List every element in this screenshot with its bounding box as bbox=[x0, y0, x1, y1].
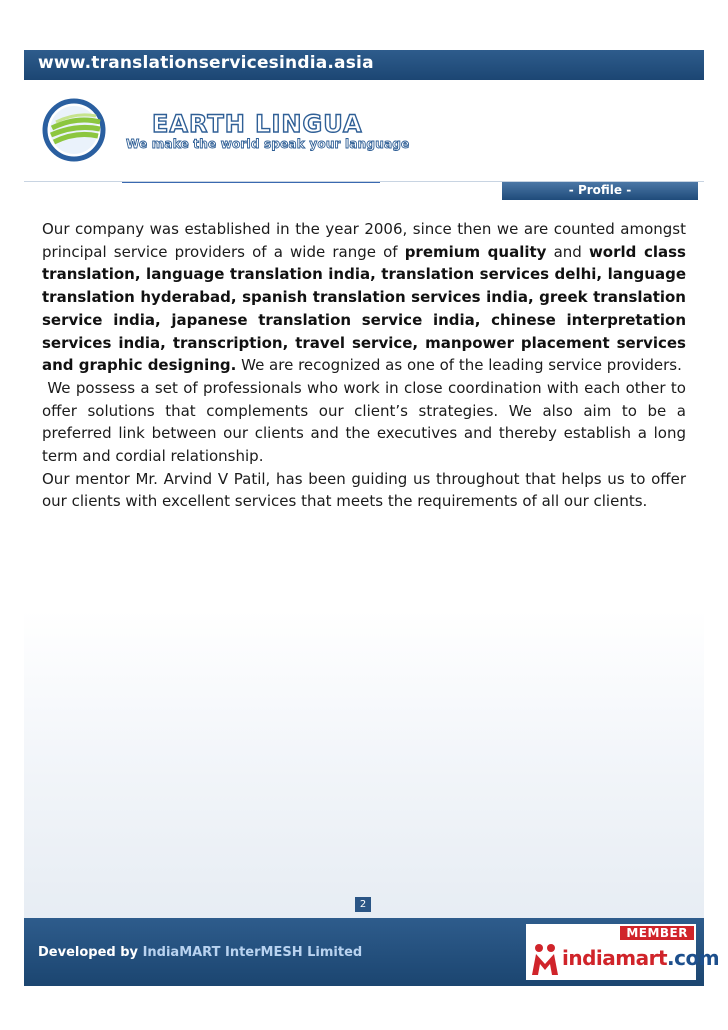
p1-bold-quality: premium quality bbox=[404, 242, 547, 261]
developed-by-label: Developed by bbox=[38, 945, 139, 960]
p1-bold-services: world class translation, language translation india, translation services delhi, language translation hyderabad, spanish translation services india, greek translation service india, japanese translation service india, chinese interpretation services india, transcription, travel service, manpower placement services and graphic designing. bbox=[42, 242, 686, 375]
p3-text: Our mentor Mr. Arvind V Patil, has been guiding us throughout that helps us to offer our clients with excellent services that meets the requirements of all our clients. bbox=[42, 469, 686, 511]
p2-text: We possess a set of professionals who work in close coordination with each other to offer solutions that complements our client’s strategies. We also aim to be a preferred link between our clients and the executives and thereby establish a long term and cordial relationship. bbox=[42, 378, 686, 466]
p1-text-d: We are recognized as one of the leading service providers. bbox=[236, 356, 682, 375]
globe-logo-icon bbox=[42, 98, 106, 162]
section-label: - Profile - bbox=[568, 183, 632, 197]
header-bar bbox=[24, 50, 704, 80]
paragraph-3 bbox=[42, 468, 686, 513]
site-url[interactable]: www.translationservicesindia.asia bbox=[38, 53, 374, 73]
p1-text-c: and bbox=[546, 242, 589, 261]
indiamart-member-badge[interactable] bbox=[526, 924, 720, 980]
page-number: 2 bbox=[355, 897, 371, 912]
paragraph-1 bbox=[42, 218, 686, 377]
indiamart-logo-icon bbox=[530, 942, 560, 976]
profile-text bbox=[42, 218, 686, 513]
indiamart-wordmark bbox=[562, 946, 719, 970]
p1-text-a: Our company was established in the year 2006, since then we are counted amongst principal service providers of a wide range of bbox=[42, 220, 686, 261]
developer-credit bbox=[38, 945, 362, 960]
member-label: MEMBER bbox=[620, 926, 694, 940]
brand-name: EARTH LINGUA bbox=[152, 110, 363, 138]
paragraph-2 bbox=[42, 377, 686, 468]
brand-tagline: We make the world speak your language bbox=[126, 137, 410, 151]
indiamart-name: indiamart bbox=[562, 946, 668, 970]
developer-company-link[interactable]: IndiaMART InterMESH Limited bbox=[142, 945, 363, 960]
section-tab bbox=[502, 182, 698, 200]
indiamart-tld: .com bbox=[667, 946, 720, 970]
